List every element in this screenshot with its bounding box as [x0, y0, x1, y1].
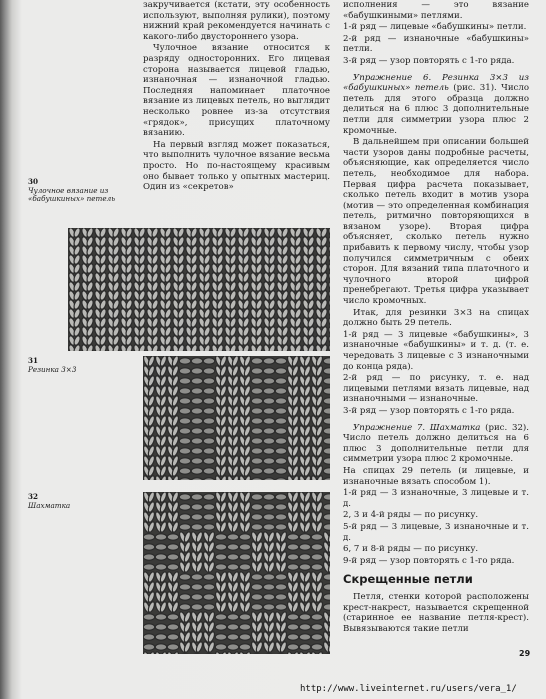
paragraph: 3-й ряд — узор повторять с 1-го ряда.: [343, 405, 515, 416]
paragraph: 3-й ряд — узор повторять с 1-го ряда.: [343, 55, 515, 66]
paragraph: Петля, стенки которой расположены крест-накрест, называется скрещенной (старинное ее название петля-крест). Вывязываются такие петли: [343, 592, 529, 635]
paragraph: Упражнение 6. Резинка 3×3 из «бабушкиных» петель (рис. 31). Число петель для этого образца должно делиться на 6 плюс 3 дополнительные петли для симметрии узора плюс 2 кромочные.: [343, 72, 529, 136]
figure-32-caption: [28, 493, 138, 510]
paragraph: Чулочное вязание относится к разряду односторонних. Его лицевая сторона называется лицевой гладью, изнаночная — изнаночной гладью. Последняя напоминает платочное вязание из лицевых петель, но выглядит несколько ровнее из-за отсутствия «грядок», присущих платочному вязанию.: [143, 43, 330, 139]
figure-number: 30: [28, 177, 39, 186]
figure-caption-text: Резинка 3×3: [28, 364, 77, 374]
page-number: 29: [519, 649, 531, 658]
paragraph: 2-й ряд — изнаночные «бабушкины» петли.: [343, 33, 529, 55]
exercise-title: Упражнение 6. Резинка 3×3 из «бабушкиных» петель: [343, 72, 529, 94]
paragraph: На спицах 29 петель (и лицевые, и изнаночные вязать способом 1).: [343, 465, 529, 487]
section-heading: Скрещенные петли: [343, 572, 473, 587]
paragraph: 9-й ряд — узор повторять с 1-го ряда.: [343, 555, 515, 566]
paragraph: В дальнейшем при описании большей части узоров даны подробные расчеты, объясняющие, как определяется число петель, необходимое для набора. Первая цифра расчета показывает, сколько петель входит в мотив узора (мотив — это определенная комбинация петель, ритмично повторяющихся в вязаном узоре). Вторая цифра объясняет, сколько петель нужно прибавить к первому числу, чтобы узор получился симметричным с обеих сторон. Для вязаний типа платочного и чулочного второй цифрой пренебрегают. Третья цифра указывает число кромочных.: [343, 137, 529, 307]
figure-caption-text: Чулочное вязание из «бабушкиных» петель: [28, 185, 116, 204]
paragraph: закручивается (кстати, эту особенность используют, выполняя рулики), поэтому нижний край рекомендуется начинать с какого-либо двустороннего узора.: [143, 0, 330, 42]
exercise-title: Упражнение 7. Шахматка: [353, 422, 481, 433]
paragraph: 5-й ряд — 3 лицевые, 3 изнаночные и т. д.: [343, 521, 529, 543]
paragraph: 2, 3 и 4-й ряды — по рисунку.: [343, 510, 479, 521]
figure-30-knit-swatch: [68, 228, 330, 351]
paragraph: 1-й ряд — 3 лицевые «бабушкины», 3 изнаночные «бабушкины» и т. д. (т. е. чередовать 3 лицевые с 3 изнаночными до конца ряда).: [343, 329, 529, 372]
figure-30-caption: [28, 178, 138, 204]
figure-number: 31: [28, 356, 39, 365]
paragraph: 2-й ряд — по рисунку, т. е. над лицевыми петлями вязать лицевые, над изнаночными — изнаночные.: [343, 373, 529, 405]
middle-text-column: [143, 0, 330, 194]
paragraph: 1-й ряд — лицевые «бабушкины» петли.: [343, 22, 527, 33]
footer-url: http://www.liveinternet.ru/users/vera_1/: [300, 684, 517, 694]
figure-31-knit-swatch: [143, 356, 330, 480]
right-paragraphs: [343, 0, 529, 566]
figure-number: 32: [28, 492, 39, 501]
figure-31-caption: [28, 357, 138, 374]
paragraph: Упражнение 7. Шахматка (рис. 32). Число петель должно делиться на 6 плюс 3 дополнительные петли для симметрии узора плюс 2 кромочные.: [343, 422, 529, 465]
figure-caption-text: Шахматка: [28, 500, 71, 510]
right-text-column: [343, 0, 529, 636]
figure-32-knit-swatch: [143, 492, 330, 654]
paragraph: 6, 7 и 8-й ряды — по рисунку.: [343, 544, 479, 555]
paragraph: На первый взгляд может показаться, что выполнить чулочное вязание весьма просто. Но по-настоящему красивым оно бывает только у опытных мастериц. Один из «секретов»: [143, 139, 330, 193]
paragraph: 1-й ряд — 3 изнаночные, 3 лицевые и т. д.: [343, 488, 529, 509]
paragraph: исполнения — это вязание «бабушкиными» петлями.: [343, 0, 529, 21]
paragraph: Итак, для резинки 3×3 на спицах должно быть 29 петель.: [343, 307, 529, 329]
